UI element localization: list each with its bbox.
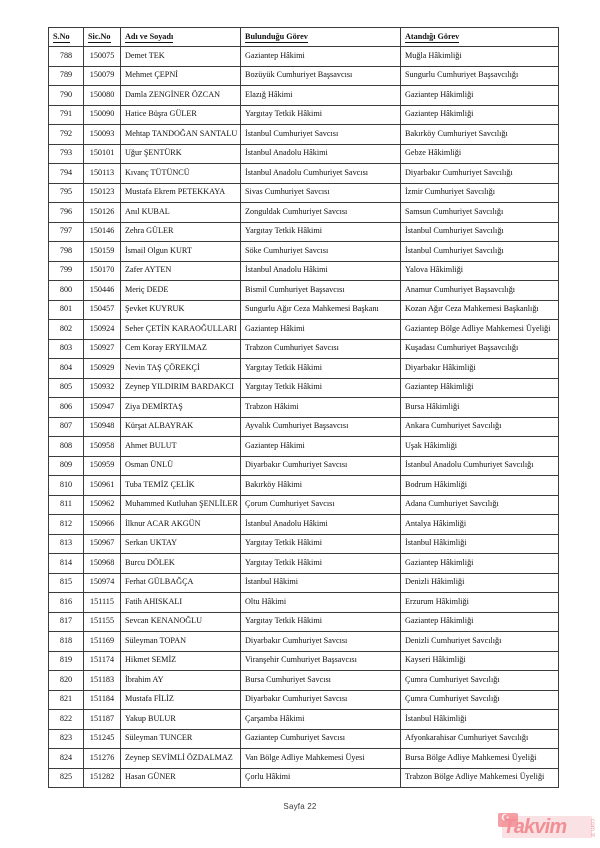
cell-sno: 810: [49, 476, 84, 496]
cell-name: Serkan UKTAY: [121, 534, 241, 554]
column-header-sicno: Sic.No: [84, 28, 121, 47]
cell-sicno: 150146: [84, 222, 121, 242]
cell-name: Hikmet SEMİZ: [121, 651, 241, 671]
appointments-table-container: [48, 27, 558, 788]
table-row: [49, 300, 559, 320]
cell-assigned: Sungurlu Cumhuriyet Başsavcılığı: [401, 66, 559, 86]
cell-sicno: 150966: [84, 515, 121, 535]
cell-sno: 792: [49, 125, 84, 145]
cell-assigned: Ankara Cumhuriyet Savcılığı: [401, 417, 559, 437]
cell-sno: 797: [49, 222, 84, 242]
cell-name: Mehmet ÇEPNİ: [121, 66, 241, 86]
table-row: [49, 612, 559, 632]
cell-name: Nevin TAŞ ÇÖREKÇİ: [121, 359, 241, 379]
cell-assigned: Yalova Hâkimliği: [401, 261, 559, 281]
cell-sicno: 151174: [84, 651, 121, 671]
cell-sicno: 150959: [84, 456, 121, 476]
cell-current: Söke Cumhuriyet Savcısı: [241, 242, 401, 262]
cell-current: Bursa Cumhuriyet Savcısı: [241, 671, 401, 691]
cell-assigned: Gebze Hâkimliği: [401, 144, 559, 164]
cell-assigned: Anamur Cumhuriyet Başsavcılığı: [401, 281, 559, 301]
cell-assigned: Denizli Cumhuriyet Savcılığı: [401, 632, 559, 652]
cell-assigned: Samsun Cumhuriyet Savcılığı: [401, 203, 559, 223]
cell-sicno: 151245: [84, 729, 121, 749]
cell-current: Oltu Hâkimi: [241, 593, 401, 613]
table-row: [49, 417, 559, 437]
cell-name: Mehtap TANDOĞAN SANTALU: [121, 125, 241, 145]
cell-sicno: 150962: [84, 495, 121, 515]
column-header-current-post: Bulunduğu Görev: [241, 28, 401, 47]
cell-sicno: 151276: [84, 749, 121, 769]
column-header-assigned-post: Atandığı Görev: [401, 28, 559, 47]
table-header-row: [49, 28, 559, 47]
cell-assigned: Gaziantep Bölge Adliye Mahkemesi Üyeliği: [401, 320, 559, 340]
cell-current: İstanbul Anadolu Hâkimi: [241, 515, 401, 535]
cell-sicno: 150924: [84, 320, 121, 340]
cell-current: İstanbul Cumhuriyet Savcısı: [241, 125, 401, 145]
table-row: [49, 690, 559, 710]
table-row: [49, 573, 559, 593]
cell-assigned: Bakırköy Cumhuriyet Savcılığı: [401, 125, 559, 145]
cell-sicno: 151187: [84, 710, 121, 730]
cell-sno: 818: [49, 632, 84, 652]
cell-name: Zehra GÜLER: [121, 222, 241, 242]
cell-assigned: Çumra Cumhuriyet Savcılığı: [401, 671, 559, 691]
cell-assigned: Bursa Bölge Adliye Mahkemesi Üyeliği: [401, 749, 559, 769]
cell-assigned: Afyonkarahisar Cumhuriyet Savcılığı: [401, 729, 559, 749]
cell-sno: 788: [49, 47, 84, 67]
cell-name: Süleyman TUNCER: [121, 729, 241, 749]
cell-sicno: 150974: [84, 573, 121, 593]
table-row: [49, 242, 559, 262]
cell-current: Bismil Cumhuriyet Başsavcısı: [241, 281, 401, 301]
cell-assigned: Uşak Hâkimliği: [401, 437, 559, 457]
table-row: [49, 339, 559, 359]
cell-current: İstanbul Anadolu Hâkimi: [241, 144, 401, 164]
cell-name: Hasan GÜNER: [121, 768, 241, 788]
cell-sno: 791: [49, 105, 84, 125]
page-number-label: Sayfa 22: [283, 802, 317, 811]
cell-assigned: İstanbul Cumhuriyet Savcılığı: [401, 222, 559, 242]
cell-current: Gaziantep Cumhuriyet Savcısı: [241, 729, 401, 749]
cell-assigned: İzmir Cumhuriyet Savcılığı: [401, 183, 559, 203]
cell-sno: 803: [49, 339, 84, 359]
cell-current: Diyarbakır Cumhuriyet Savcısı: [241, 690, 401, 710]
cell-current: Yargıtay Tetkik Hâkimi: [241, 554, 401, 574]
cell-current: İstanbul Hâkimi: [241, 573, 401, 593]
table-row: [49, 281, 559, 301]
table-row: [49, 144, 559, 164]
cell-assigned: Bodrum Hâkimliği: [401, 476, 559, 496]
table-row: [49, 456, 559, 476]
cell-name: Demet TEK: [121, 47, 241, 67]
cell-name: Burcu DÖLEK: [121, 554, 241, 574]
table-row: [49, 222, 559, 242]
cell-assigned: İstanbul Hâkimliği: [401, 710, 559, 730]
cell-assigned: Gaziantep Hâkimliği: [401, 612, 559, 632]
cell-sno: 820: [49, 671, 84, 691]
cell-sno: 823: [49, 729, 84, 749]
cell-assigned: Kayseri Hâkimliği: [401, 651, 559, 671]
cell-sno: 796: [49, 203, 84, 223]
cell-current: Ayvalık Cumhuriyet Başsavcısı: [241, 417, 401, 437]
table-row: [49, 651, 559, 671]
cell-current: Yargıtay Tetkik Hâkimi: [241, 105, 401, 125]
cell-sno: 799: [49, 261, 84, 281]
cell-assigned: Gaziantep Hâkimliği: [401, 378, 559, 398]
cell-sicno: 150101: [84, 144, 121, 164]
cell-name: Ferhat GÜLBAĞÇA: [121, 573, 241, 593]
cell-sno: 817: [49, 612, 84, 632]
cell-name: Tuba TEMİZ ÇELİK: [121, 476, 241, 496]
cell-name: Hatice Büşra GÜLER: [121, 105, 241, 125]
cell-sno: 821: [49, 690, 84, 710]
cell-assigned: Adana Cumhuriyet Savcılığı: [401, 495, 559, 515]
cell-current: Gaziantep Hâkimi: [241, 320, 401, 340]
watermark-tld-text: com.tr: [589, 819, 595, 838]
cell-current: Elazığ Hâkimi: [241, 86, 401, 106]
cell-sicno: 150126: [84, 203, 121, 223]
cell-current: Bozüyük Cumhuriyet Başsavcısı: [241, 66, 401, 86]
cell-sicno: 150961: [84, 476, 121, 496]
table-row: [49, 378, 559, 398]
cell-sicno: 150958: [84, 437, 121, 457]
cell-assigned: Antalya Hâkimliği: [401, 515, 559, 535]
cell-name: İbrahim AY: [121, 671, 241, 691]
cell-assigned: Trabzon Bölge Adliye Mahkemesi Üyeliği: [401, 768, 559, 788]
cell-current: Sungurlu Ağır Ceza Mahkemesi Başkanı: [241, 300, 401, 320]
table-body: [49, 47, 559, 788]
table-row: [49, 203, 559, 223]
cell-sicno: 150123: [84, 183, 121, 203]
table-row: [49, 86, 559, 106]
cell-name: Şevket KUYRUK: [121, 300, 241, 320]
cell-sicno: 150159: [84, 242, 121, 262]
cell-sicno: 151183: [84, 671, 121, 691]
cell-sicno: 151184: [84, 690, 121, 710]
cell-name: Zeynep YILDIRIM BARDAKCI: [121, 378, 241, 398]
table-row: [49, 437, 559, 457]
cell-current: Gaziantep Hâkimi: [241, 47, 401, 67]
cell-assigned: Bursa Hâkimliği: [401, 398, 559, 418]
cell-current: Çorum Cumhuriyet Savcısı: [241, 495, 401, 515]
cell-name: Seher ÇETİN KARAOĞULLARI: [121, 320, 241, 340]
cell-name: Kürşat ALBAYRAK: [121, 417, 241, 437]
cell-name: Süleyman TOPAN: [121, 632, 241, 652]
cell-current: Van Bölge Adliye Mahkemesi Üyesi: [241, 749, 401, 769]
cell-sicno: 150947: [84, 398, 121, 418]
cell-sno: 814: [49, 554, 84, 574]
table-row: [49, 534, 559, 554]
cell-sno: 811: [49, 495, 84, 515]
table-row: [49, 47, 559, 67]
cell-name: Sevcan KENANOĞLU: [121, 612, 241, 632]
cell-current: Trabzon Hâkimi: [241, 398, 401, 418]
watermark-brand-name: akvim: [513, 816, 567, 838]
cell-current: İstanbul Anadolu Hâkimi: [241, 261, 401, 281]
cell-name: Osman ÜNLÜ: [121, 456, 241, 476]
table-row: [49, 515, 559, 535]
cell-sicno: 150457: [84, 300, 121, 320]
cell-sno: 805: [49, 378, 84, 398]
cell-name: Mustafa Ekrem PETEKKAYA: [121, 183, 241, 203]
cell-sicno: 150075: [84, 47, 121, 67]
cell-assigned: Kozan Ağır Ceza Mahkemesi Başkanlığı: [401, 300, 559, 320]
cell-sno: 794: [49, 164, 84, 184]
cell-assigned: Denizli Hâkimliği: [401, 573, 559, 593]
table-row: [49, 554, 559, 574]
watermark-lead-letter: T: [503, 816, 514, 838]
cell-sicno: 150079: [84, 66, 121, 86]
table-row: [49, 671, 559, 691]
cell-assigned: Kuşadası Cumhuriyet Başsavcılığı: [401, 339, 559, 359]
cell-sno: 822: [49, 710, 84, 730]
appointments-table: [48, 27, 559, 788]
cell-assigned: Diyarbakır Hâkimliği: [401, 359, 559, 379]
table-row: [49, 768, 559, 788]
cell-sicno: 150113: [84, 164, 121, 184]
cell-assigned: İstanbul Anadolu Cumhuriyet Savcılığı: [401, 456, 559, 476]
table-row: [49, 105, 559, 125]
cell-sno: 800: [49, 281, 84, 301]
cell-assigned: Gaziantep Hâkimliği: [401, 554, 559, 574]
table-row: [49, 320, 559, 340]
cell-name: Damla ZENGİNER ÖZCAN: [121, 86, 241, 106]
cell-name: Kıvanç TÜTÜNCÜ: [121, 164, 241, 184]
cell-sno: 790: [49, 86, 84, 106]
cell-current: Gaziantep Hâkimi: [241, 437, 401, 457]
cell-name: İlknur ACAR AKGÜN: [121, 515, 241, 535]
cell-sno: 804: [49, 359, 84, 379]
table-row: [49, 729, 559, 749]
cell-name: Zeynep SEVİMLİ ÖZDALMAZ: [121, 749, 241, 769]
table-row: [49, 593, 559, 613]
cell-name: Cem Koray ERYILMAZ: [121, 339, 241, 359]
cell-name: Yakup BULUR: [121, 710, 241, 730]
cell-sno: 801: [49, 300, 84, 320]
cell-sno: 813: [49, 534, 84, 554]
cell-name: Mustafa FİLİZ: [121, 690, 241, 710]
cell-sno: 806: [49, 398, 84, 418]
cell-current: Zonguldak Cumhuriyet Savcısı: [241, 203, 401, 223]
table-row: [49, 66, 559, 86]
cell-name: Muhammed Kutluhan ŞENLİLER: [121, 495, 241, 515]
cell-current: Diyarbakır Cumhuriyet Savcısı: [241, 456, 401, 476]
cell-sno: 824: [49, 749, 84, 769]
table-row: [49, 632, 559, 652]
table-row: [49, 749, 559, 769]
cell-sicno: 150929: [84, 359, 121, 379]
cell-sicno: 150090: [84, 105, 121, 125]
cell-current: Trabzon Cumhuriyet Savcısı: [241, 339, 401, 359]
cell-sicno: 151115: [84, 593, 121, 613]
cell-sno: 816: [49, 593, 84, 613]
cell-current: Yargıtay Tetkik Hâkimi: [241, 534, 401, 554]
table-row: [49, 164, 559, 184]
cell-sno: 819: [49, 651, 84, 671]
table-row: [49, 495, 559, 515]
cell-name: Ziya DEMİRTAŞ: [121, 398, 241, 418]
cell-name: Zafer AYTEN: [121, 261, 241, 281]
cell-sicno: 150948: [84, 417, 121, 437]
cell-assigned: Çumra Cumhuriyet Savcılığı: [401, 690, 559, 710]
cell-sicno: 150927: [84, 339, 121, 359]
cell-sicno: 150170: [84, 261, 121, 281]
column-header-sno: S.No: [49, 28, 84, 47]
cell-assigned: Gaziantep Hâkimliği: [401, 105, 559, 125]
cell-sno: 795: [49, 183, 84, 203]
cell-current: Yargıtay Tetkik Hâkimi: [241, 612, 401, 632]
cell-name: Ahmet BULUT: [121, 437, 241, 457]
cell-current: Bakırköy Hâkimi: [241, 476, 401, 496]
table-row: [49, 359, 559, 379]
cell-assigned: Erzurum Hâkimliği: [401, 593, 559, 613]
cell-sicno: 150968: [84, 554, 121, 574]
cell-sno: 808: [49, 437, 84, 457]
cell-current: Yargıtay Tetkik Hâkimi: [241, 359, 401, 379]
cell-sicno: 150446: [84, 281, 121, 301]
cell-current: Yargıtay Tetkik Hâkimi: [241, 378, 401, 398]
cell-name: Fatih AHISKALI: [121, 593, 241, 613]
cell-assigned: Muğla Hâkimliği: [401, 47, 559, 67]
cell-current: Viranşehir Cumhuriyet Başsavcısı: [241, 651, 401, 671]
table-header: [49, 28, 559, 47]
table-row: [49, 125, 559, 145]
cell-sicno: 151282: [84, 768, 121, 788]
cell-name: Anıl KUBAL: [121, 203, 241, 223]
takvim-watermark: [498, 810, 596, 844]
cell-current: Yargıtay Tetkik Hâkimi: [241, 222, 401, 242]
cell-sicno: 150080: [84, 86, 121, 106]
cell-sno: 812: [49, 515, 84, 535]
cell-name: İsmail Olgun KURT: [121, 242, 241, 262]
cell-name: Meriç DEDE: [121, 281, 241, 301]
cell-sicno: 150093: [84, 125, 121, 145]
cell-sno: 802: [49, 320, 84, 340]
cell-name: Uğur ŞENTÜRK: [121, 144, 241, 164]
cell-sno: 809: [49, 456, 84, 476]
cell-current: Sivas Cumhuriyet Savcısı: [241, 183, 401, 203]
cell-sicno: 150967: [84, 534, 121, 554]
table-row: [49, 398, 559, 418]
table-row: [49, 710, 559, 730]
cell-sno: 825: [49, 768, 84, 788]
watermark-brand-text: [503, 817, 566, 838]
cell-sicno: 151155: [84, 612, 121, 632]
table-row: [49, 183, 559, 203]
cell-sno: 807: [49, 417, 84, 437]
column-header-name: Adı ve Soyadı: [121, 28, 241, 47]
cell-current: Çarşamba Hâkimi: [241, 710, 401, 730]
cell-assigned: Gaziantep Hâkimliği: [401, 86, 559, 106]
cell-sno: 789: [49, 66, 84, 86]
table-row: [49, 261, 559, 281]
cell-sicno: 151169: [84, 632, 121, 652]
cell-sno: 793: [49, 144, 84, 164]
table-row: [49, 476, 559, 496]
cell-current: Çorlu Hâkimi: [241, 768, 401, 788]
cell-assigned: İstanbul Cumhuriyet Savcılığı: [401, 242, 559, 262]
cell-assigned: Diyarbakır Cumhuriyet Savcılığı: [401, 164, 559, 184]
cell-current: Diyarbakır Cumhuriyet Savcısı: [241, 632, 401, 652]
cell-assigned: İstanbul Hâkimliği: [401, 534, 559, 554]
cell-sno: 798: [49, 242, 84, 262]
cell-current: İstanbul Anadolu Cumhuriyet Savcısı: [241, 164, 401, 184]
cell-sicno: 150932: [84, 378, 121, 398]
cell-sno: 815: [49, 573, 84, 593]
